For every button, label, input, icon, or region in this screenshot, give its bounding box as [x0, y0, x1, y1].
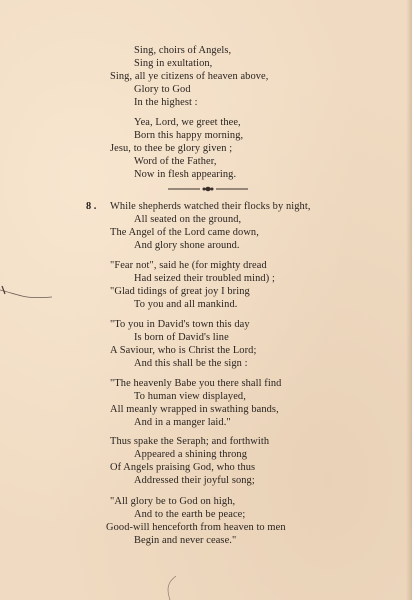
stanza-2-line-3: Jesu, to thee be glory given ; — [110, 143, 233, 154]
stanza-7-line-2: Appeared a shining throng — [134, 449, 248, 460]
stanza-1-line-1: Sing, choirs of Angels, — [134, 45, 232, 56]
ornament-divider — [166, 184, 250, 194]
stanza-7-line-4: Addressed their joyful song; — [134, 475, 255, 486]
stanza-5-line-2: Is born of David's line — [134, 332, 229, 343]
stanza-6-line-1: "The heavenly Babe you there shall find — [110, 378, 282, 389]
pencil-mark-bottom — [158, 576, 188, 600]
stanza-4-line-1: "Fear not", said he (for mighty dread — [110, 260, 267, 271]
stanza-2-line-1: Yea, Lord, we greet thee, — [134, 117, 241, 128]
stanza-3-line-4: And glory shone around. — [134, 240, 240, 251]
stanza-3-line-2: All seated on the ground, — [134, 214, 242, 225]
stanza-4-line-2: Had seized their troubled mind) ; — [134, 273, 275, 284]
stanza-1-line-3: Sing, all ye citizens of heaven above, — [110, 71, 269, 82]
stanza-8-line-2: And to the earth be peace; — [134, 509, 246, 520]
stanza-8-line-4: Begin and never cease." — [134, 535, 237, 546]
stanza-7-line-1: Thus spake the Seraph; and forthwith — [110, 436, 270, 447]
stanza-2-line-2: Born this happy morning, — [134, 130, 244, 141]
stanza-7-line-3: Of Angels praising God, who thus — [110, 462, 256, 473]
stanza-6-line-2: To human view displayed, — [134, 391, 246, 402]
stanza-5-line-4: And this shall be the sign : — [134, 358, 248, 369]
stanza-1-line-2: Sing in exultation, — [134, 58, 213, 69]
stanza-2-line-5: Now in flesh appearing. — [134, 169, 237, 180]
stanza-2-line-4: Word of the Father, — [134, 156, 217, 167]
pencil-mark-left — [0, 282, 52, 304]
stanza-3-line-1: While shepherds watched their flocks by night, — [110, 201, 311, 212]
hymn-number: 8 . — [86, 201, 97, 212]
stanza-3-line-3: The Angel of the Lord came down, — [110, 227, 259, 238]
stanza-4-line-3: "Glad tidings of great joy I bring — [110, 286, 250, 297]
stanza-8-line-3: Good-will henceforth from heaven to men — [106, 522, 286, 533]
stanza-1-line-4: Glory to God — [134, 84, 191, 95]
stanza-6-line-4: And in a manger laid." — [134, 417, 231, 428]
stanza-5-line-1: "To you in David's town this day — [110, 319, 250, 330]
stanza-5-line-3: A Saviour, who is Christ the Lord; — [110, 345, 257, 356]
page-edge-shadow — [406, 0, 412, 600]
stanza-1-line-5: In the highest : — [134, 97, 198, 108]
stanza-4-line-4: To you and all mankind. — [134, 299, 238, 310]
stanza-6-line-3: All meanly wrapped in swathing bands, — [110, 404, 279, 415]
stanza-8-line-1: "All glory be to God on high, — [110, 496, 236, 507]
